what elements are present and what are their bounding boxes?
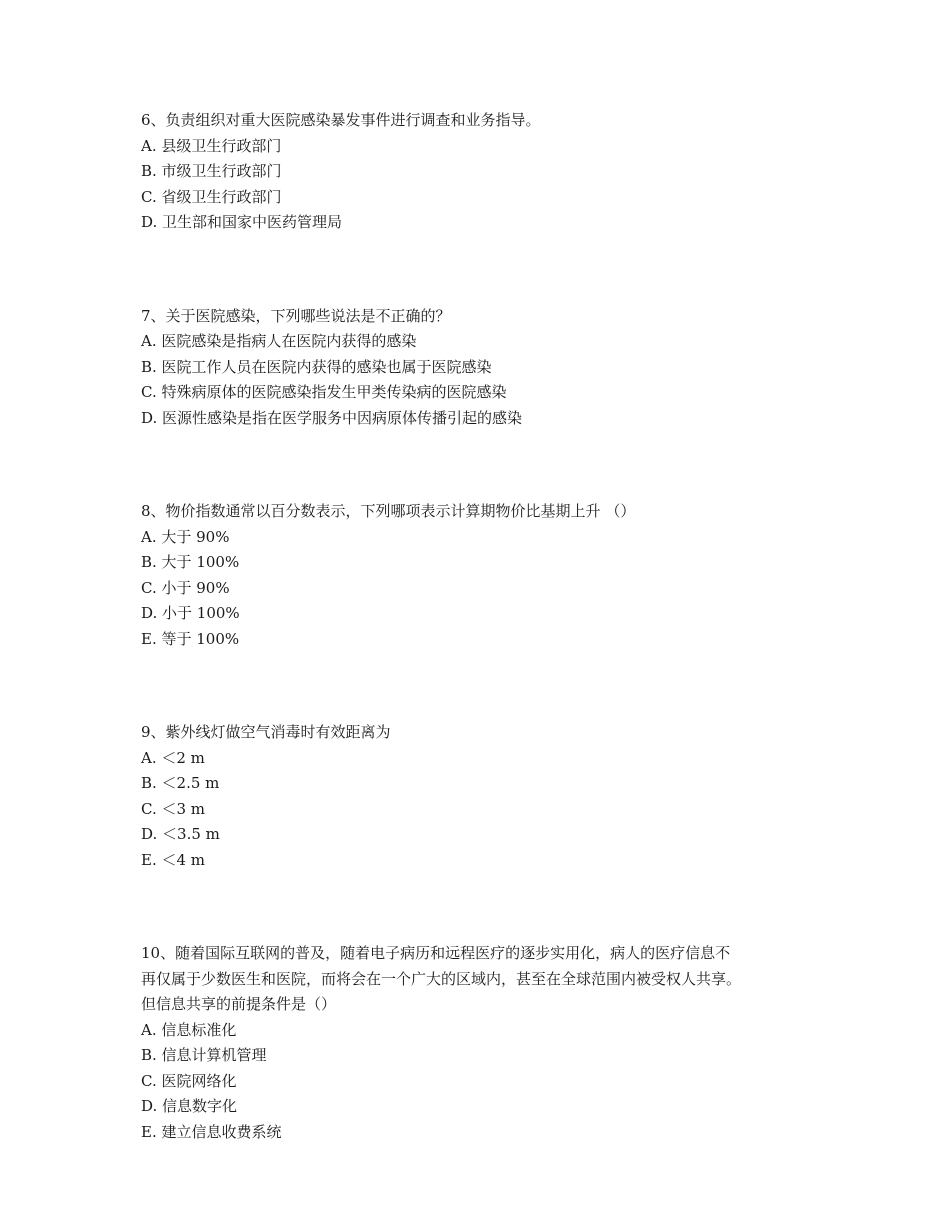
option-c: C. 特殊病原体的医院感染指发生甲类传染病的医院感染	[141, 383, 507, 401]
option-c: C. 医院网络化	[141, 1071, 237, 1090]
question-stem-line: 9、紫外线灯做空气消毒时有效距离为	[141, 723, 391, 741]
option-b: B. 信息计算机管理	[141, 1046, 267, 1064]
option-a: A. 大于 90%	[141, 527, 230, 546]
question-stem	[141, 941, 841, 1018]
question-stem-line: 8、物价指数通常以百分数表示，下列哪项表示计算期物价比基期上升 （）	[141, 502, 636, 520]
option-d: D. 小于 100%	[141, 604, 240, 622]
option-list	[141, 329, 841, 431]
question-spacer	[141, 431, 841, 499]
question-7	[141, 304, 841, 432]
option-b: B. ＜2.5 m	[141, 774, 220, 792]
option-b: B. 市级卫生行政部门	[141, 162, 282, 180]
option-d: D. ＜3.5 m	[141, 825, 220, 843]
option-d: D. 信息数字化	[141, 1097, 238, 1115]
option-a: A. ＜2 m	[141, 748, 205, 767]
question-stem-line: 6、负责组织对重大医院感染暴发事件进行调查和业务指导。	[141, 111, 541, 129]
option-list	[141, 134, 841, 236]
question-6	[141, 108, 841, 236]
option-b: B. 大于 100%	[141, 553, 240, 571]
option-e: E. 等于 100%	[141, 629, 240, 648]
option-e: E. 建立信息收费系统	[141, 1122, 282, 1141]
document-page	[141, 108, 841, 1145]
option-e: E. ＜4 m	[141, 850, 206, 869]
option-list	[141, 525, 841, 653]
option-list	[141, 746, 841, 874]
option-c: C. ＜3 m	[141, 799, 206, 818]
question-stem-line: 7、关于医院感染，下列哪些说法是不正确的？	[141, 306, 451, 325]
question-stem-line: 10、随着国际互联网的普及，随着电子病历和远程医疗的逐步实用化，病人的医疗信息不	[141, 944, 731, 962]
question-stem-line: 再仅属于少数医生和医院，而将会在一个广大的区域内，甚至在全球范围内被受权人共享。	[141, 969, 742, 988]
question-stem	[141, 304, 841, 330]
option-a: A. 医院感染是指病人在医院内获得的感染	[141, 332, 417, 350]
option-b: B. 医院工作人员在医院内获得的感染也属于医院感染	[141, 357, 492, 376]
option-a: A. 信息标准化	[141, 1020, 237, 1039]
option-list	[141, 1018, 841, 1146]
question-stem	[141, 108, 841, 134]
question-stem	[141, 720, 841, 746]
option-c: C. 省级卫生行政部门	[141, 187, 282, 206]
question-10	[141, 941, 841, 1145]
option-c: C. 小于 90%	[141, 578, 230, 597]
option-d: D. 医源性感染是指在医学服务中因病原体传播引起的感染	[141, 408, 523, 427]
question-spacer	[141, 236, 841, 304]
question-stem	[141, 499, 841, 525]
question-spacer	[141, 652, 841, 720]
option-a: A. 县级卫生行政部门	[141, 136, 282, 155]
question-stem-line: 但信息共享的前提条件是（）	[141, 995, 337, 1013]
question-8	[141, 499, 841, 652]
option-d: D. 卫生部和国家中医药管理局	[141, 213, 343, 231]
question-spacer	[141, 873, 841, 941]
question-9	[141, 720, 841, 873]
